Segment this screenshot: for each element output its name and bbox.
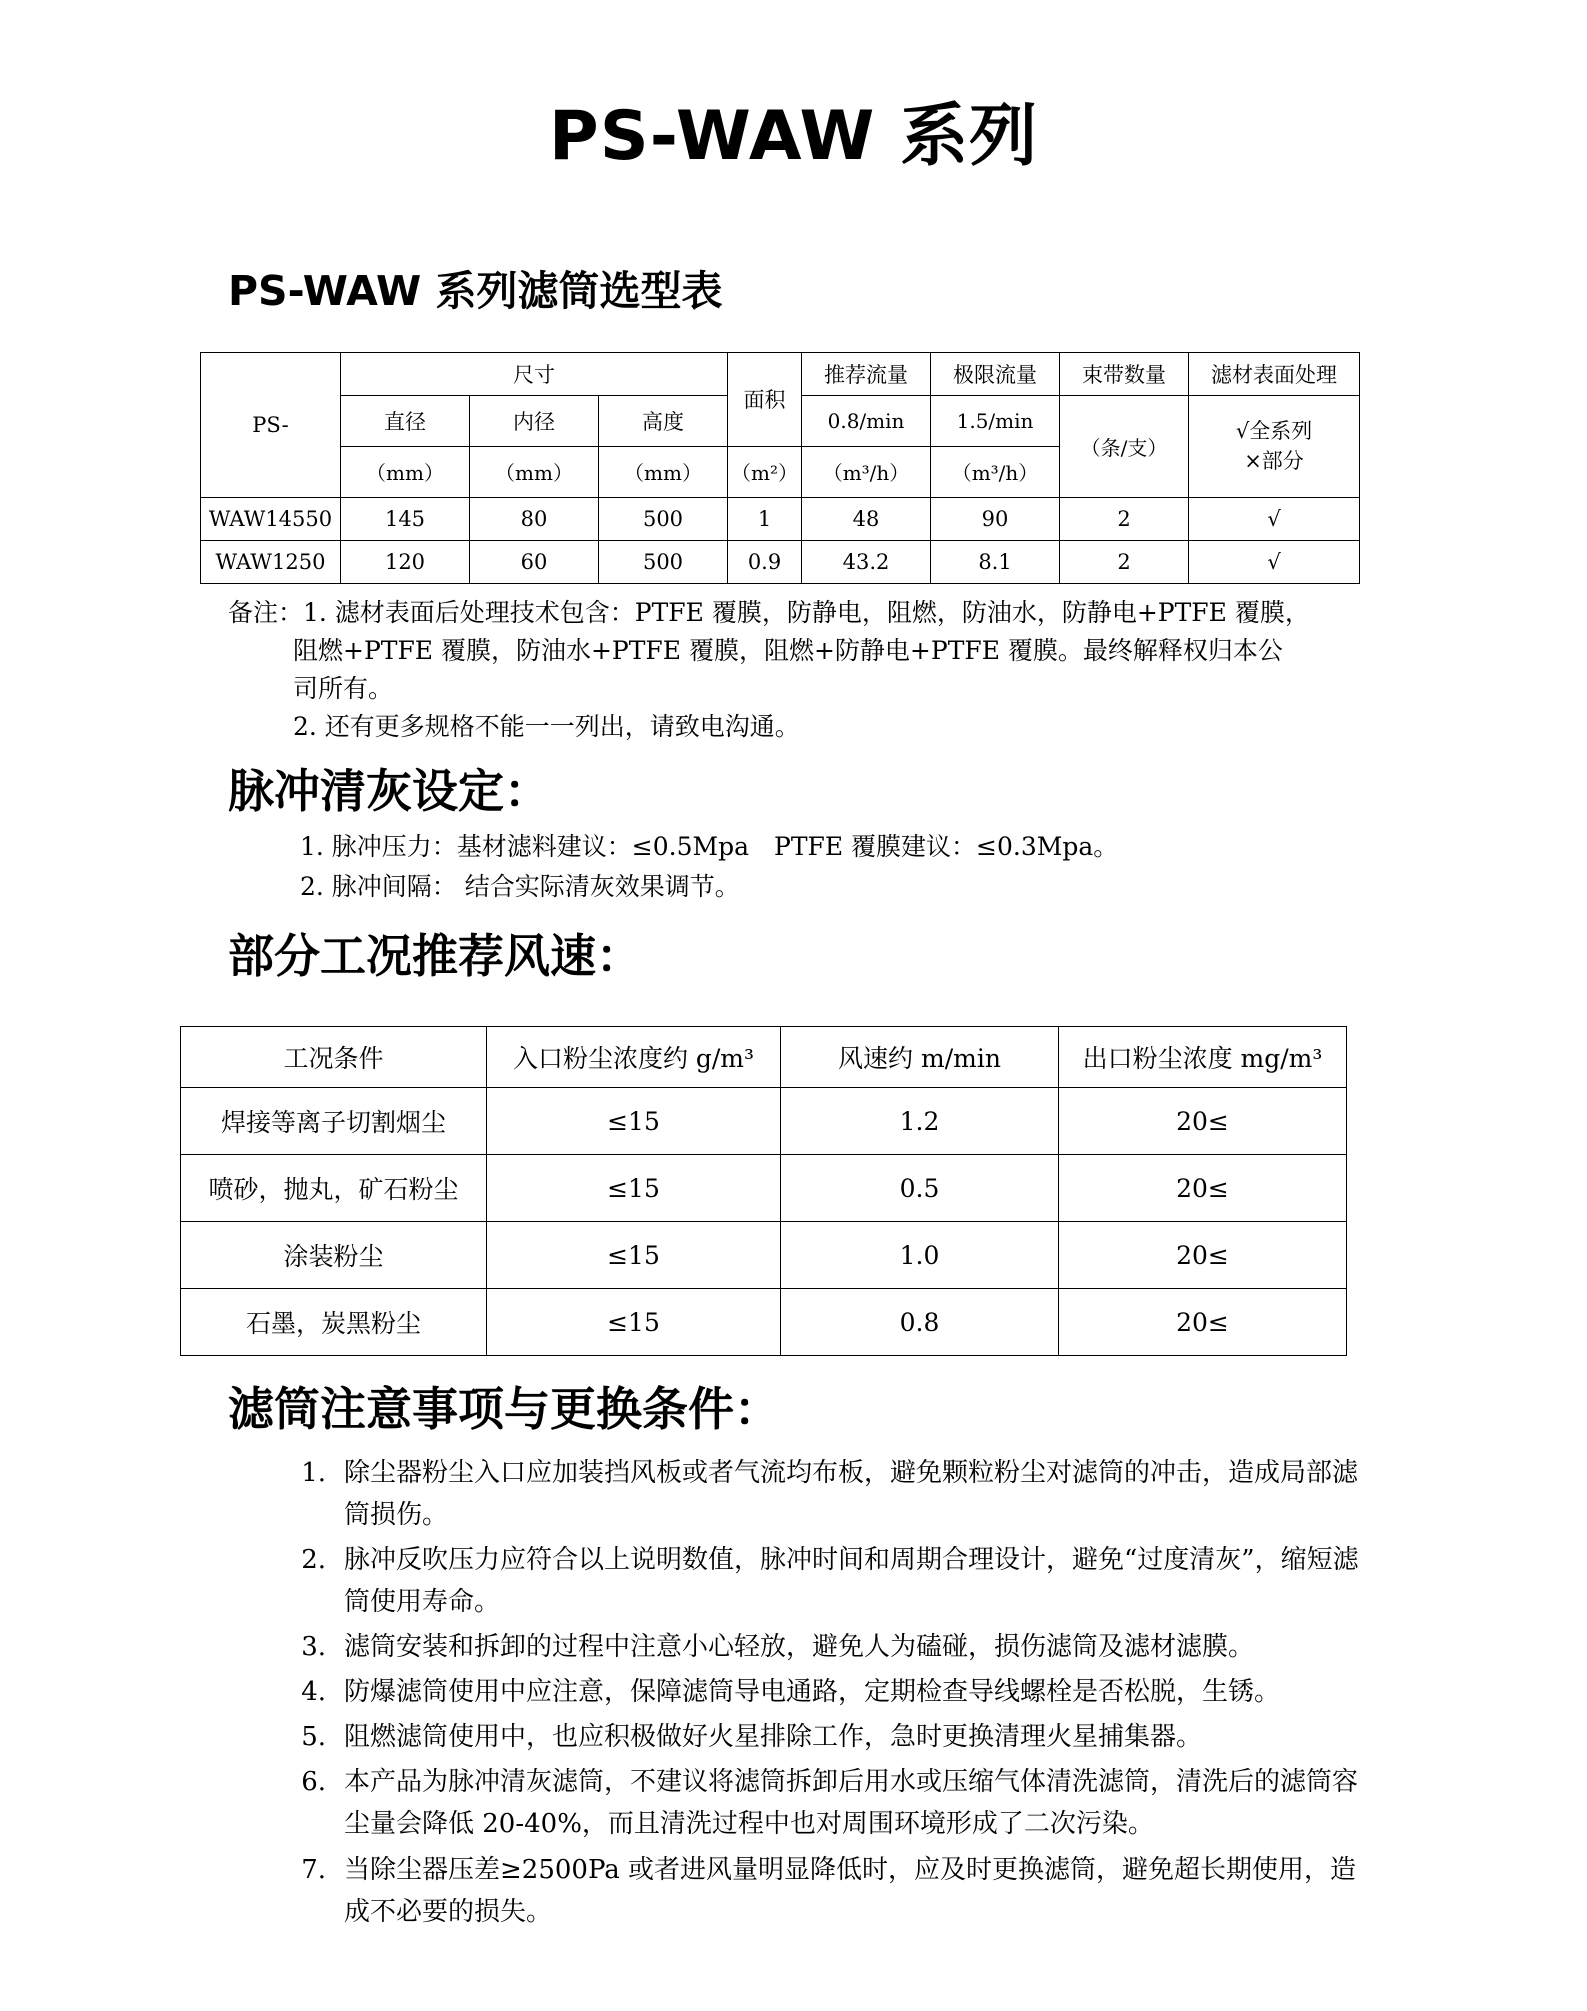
cell-band-count: 2 [1060,540,1189,583]
recommended-wind-speed-table [180,1026,1347,1356]
col-header-velocity: 风速约 m/min [781,1027,1059,1088]
col-header-condition: 工况条件 [181,1027,487,1088]
cell-inner-diameter-unit: （mm） [470,446,599,497]
cell-recommended-flow: 48 [802,497,931,540]
cell-inner-diameter: 60 [470,540,599,583]
cell-limit-flow: 8.1 [931,540,1060,583]
cell-limit-unit: （m³/h） [931,446,1060,497]
cell-height-label: 高度 [599,395,728,446]
cell-outlet: 20≤ [1059,1088,1347,1155]
cell-velocity: 1.2 [781,1088,1059,1155]
cell-model: WAW1250 [201,540,341,583]
list-item: 脉冲反吹压力应符合以上说明数值，脉冲时间和周期合理设计，避免“过度清灰”，缩短滤筒使用寿命。 [344,1544,1359,1617]
cell-surface-treatment: √ [1189,497,1360,540]
pulse-settings-list [0,827,1587,907]
cell-inlet: ≤15 [487,1289,781,1356]
table-row [181,1289,1347,1356]
table-row [201,540,1360,583]
cell-diameter-label: 直径 [341,395,470,446]
cell-recommended-rate: 0.8/min [802,395,931,446]
cell-outlet: 20≤ [1059,1155,1347,1222]
cell-area: 0.9 [728,540,802,583]
cell-model: WAW14550 [201,497,341,540]
page-title: PS-WAW 系列 [548,97,1039,176]
cell-area: 1 [728,497,802,540]
cell-height: 500 [599,540,728,583]
table-header-row [181,1027,1347,1088]
cell-limit-flow: 90 [931,497,1060,540]
pulse-item-pressure: 1. 脉冲压力：基材滤料建议：≤0.5Mpa PTFE 覆膜建议：≤0.3Mpa。 [300,832,1119,862]
cell-recommended-flow-group: 推荐流量 [802,352,931,395]
cell-inlet: ≤15 [487,1222,781,1289]
list-item: 本产品为脉冲清灰滤筒，不建议将滤筒拆卸后用水或压缩气体清洗滤筒，清洗后的滤筒容尘量会降低 20-40%，而且清洗过程中也对周围环境形成了二次污染。 [344,1767,1359,1840]
cell-condition: 石墨，炭黑粉尘 [181,1289,487,1356]
treatment-partial-label: ×部分 [1244,449,1304,474]
table-row [181,1088,1347,1155]
cell-limit-rate: 1.5/min [931,395,1060,446]
table-row [181,1222,1347,1289]
cell-area-group: 面积 [728,352,802,446]
windspeed-section-heading: 部分工况推荐风速： [228,929,642,984]
cell-surface-treatment-group: 滤材表面处理 [1189,352,1360,395]
cell-band-count: 2 [1060,497,1189,540]
cell-area-unit: （m²） [728,446,802,497]
col-header-outlet-concentration: 出口粉尘浓度 mg/m³ [1059,1027,1347,1088]
note-line-1: 备注：1. 滤材表面后处理技术包含：PTFE 覆膜，防静电，阻燃，防油水，防静电+PTFE 覆膜， [228,597,1310,627]
cell-velocity: 1.0 [781,1222,1059,1289]
list-item: 当除尘器压差≥2500Pa 或者进风量明显降低时，应及时更换滤筒，避免超长期使用，造成不必要的损失。 [344,1854,1357,1927]
cell-band-count-group: 束带数量 [1060,352,1189,395]
cell-condition: 涂装粉尘 [181,1222,487,1289]
list-item: 防爆滤筒使用中应注意，保障滤筒导电通路，定期检查导线螺栓是否松脱，生锈。 [344,1677,1281,1708]
cell-size-group: 尺寸 [341,352,728,395]
notice-list [0,1452,1587,1933]
cell-outlet: 20≤ [1059,1222,1347,1289]
selection-table-heading: PS-WAW 系列滤筒选型表 [228,266,723,315]
selection-table-notes [0,594,1587,746]
list-item: 阻燃滤筒使用中，也应积极做好火星排除工作，急时更换清理火星捕集器。 [344,1722,1203,1753]
pulse-item-interval: 2. 脉冲间隔： 结合实际清灰效果调节。 [300,872,740,902]
cell-diameter: 145 [341,497,470,540]
cell-condition: 焊接等离子切割烟尘 [181,1088,487,1155]
table-row-group-header [201,352,1360,395]
cell-band-unit: （条/支） [1060,395,1189,497]
note-line-3: 司所有。 [293,673,394,703]
note-line-4: 2. 还有更多规格不能一一列出，请致电沟通。 [293,711,800,741]
cell-limit-flow-group: 极限流量 [931,352,1060,395]
note-line-2: 阻燃+PTFE 覆膜，防油水+PTFE 覆膜，阻燃+防静电+PTFE 覆膜。最终解释权归本公 [293,635,1283,665]
cell-diameter: 120 [341,540,470,583]
list-item: 滤筒安装和拆卸的过程中注意小心轻放，避免人为磕碰，损伤滤筒及滤材滤膜。 [344,1631,1255,1662]
cell-height: 500 [599,497,728,540]
col-header-inlet-concentration: 入口粉尘浓度约 g/m³ [487,1027,781,1088]
cell-velocity: 0.5 [781,1155,1059,1222]
table-row [181,1155,1347,1222]
cell-height-unit: （mm） [599,446,728,497]
cell-inlet: ≤15 [487,1155,781,1222]
cell-model-group: PS- [201,352,341,497]
cell-inlet: ≤15 [487,1088,781,1155]
cell-inner-diameter-label: 内径 [470,395,599,446]
cell-condition: 喷砂，抛丸，矿石粉尘 [181,1155,487,1222]
cell-treatment-legend [1189,395,1360,497]
cell-inner-diameter: 80 [470,497,599,540]
pulse-section-heading: 脉冲清灰设定： [228,763,550,818]
filter-selection-table [200,352,1360,584]
cell-surface-treatment: √ [1189,540,1360,583]
treatment-all-label: √全系列 [1235,419,1313,444]
cell-recommended-unit: （m³/h） [802,446,931,497]
cell-diameter-unit: （mm） [341,446,470,497]
cell-recommended-flow: 43.2 [802,540,931,583]
list-item: 除尘器粉尘入口应加装挡风板或者气流均布板，避免颗粒粉尘对滤筒的冲击，造成局部滤筒损伤。 [344,1457,1359,1530]
notice-section-heading: 滤筒注意事项与更换条件： [228,1382,780,1437]
table-row [201,497,1360,540]
cell-outlet: 20≤ [1059,1289,1347,1356]
cell-velocity: 0.8 [781,1289,1059,1356]
